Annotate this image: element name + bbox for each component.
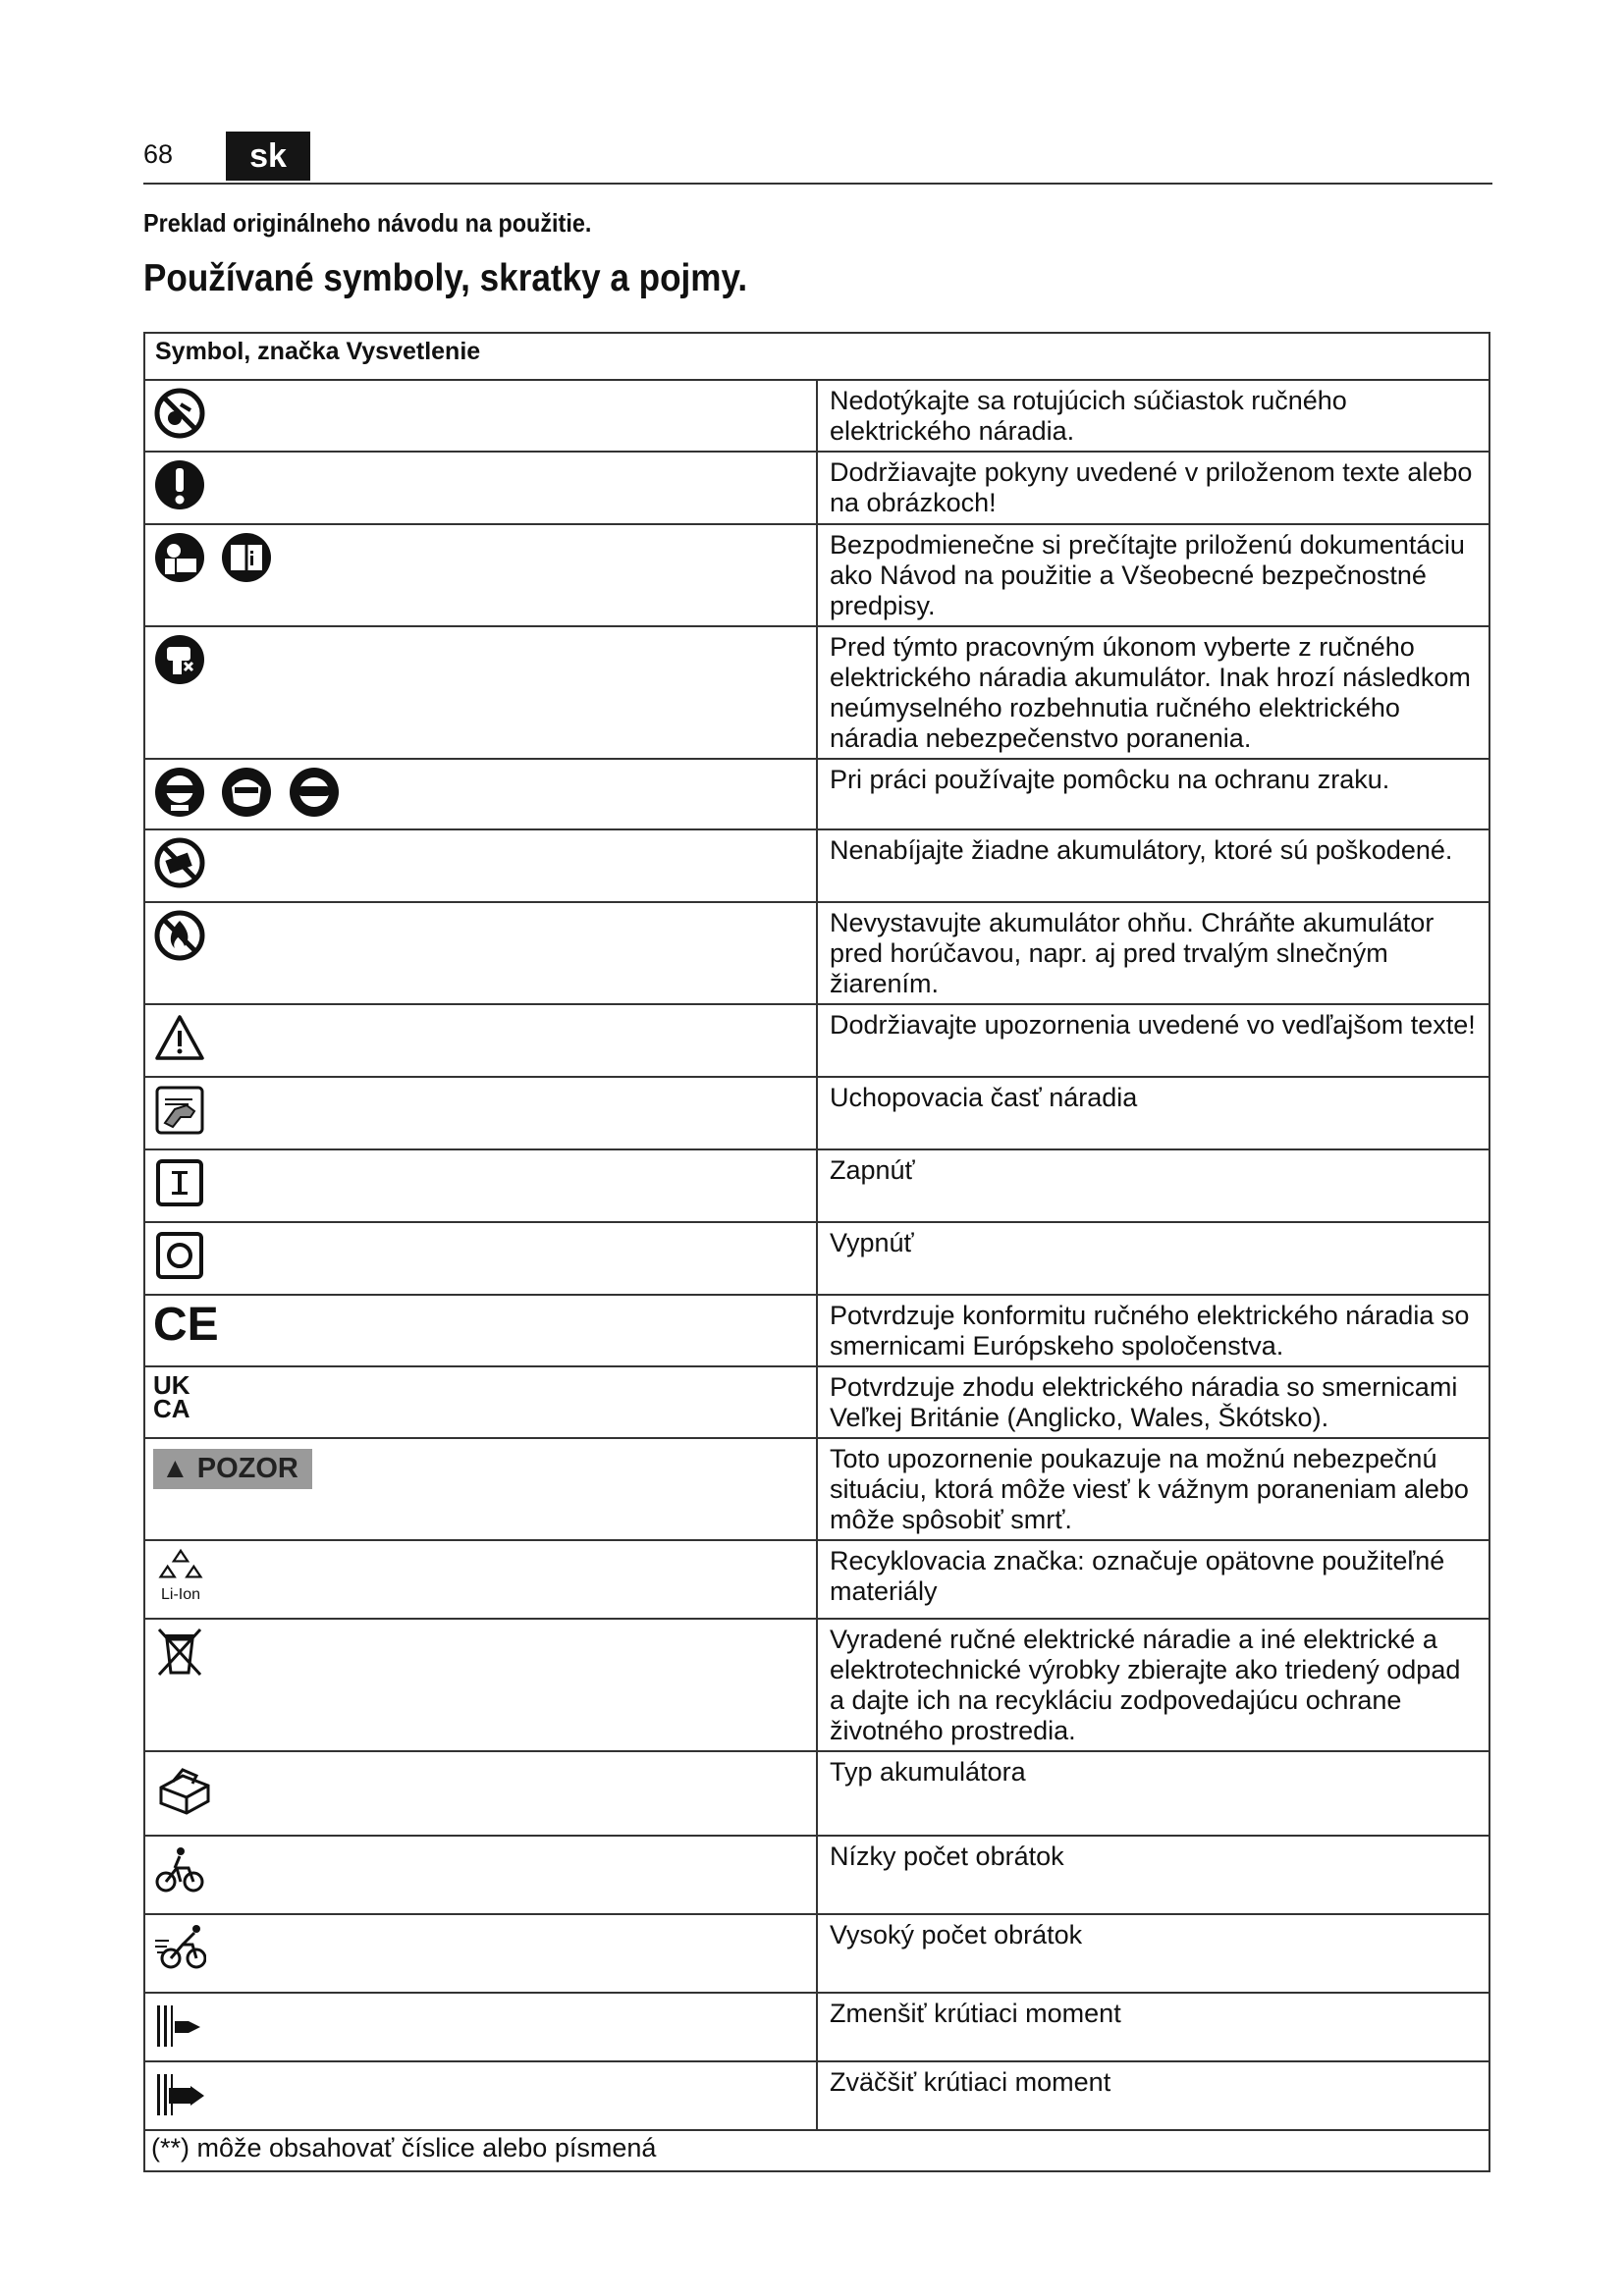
table-row — [144, 829, 1489, 902]
table-row — [144, 380, 1489, 452]
grip-surface-icon — [153, 1084, 206, 1137]
table-row — [144, 452, 1489, 524]
document-subtitle: Preklad originálneho návodu na použitie. — [143, 208, 592, 238]
manual-book-icon — [220, 531, 273, 584]
eye-protection-icon — [153, 766, 206, 819]
row-text: Bezpodmienečne si prečítajte priloženú dokumentáciu ako Návod na použitie a Všeobecné bezpečnostné predpisy. — [817, 524, 1489, 626]
table-row — [144, 759, 1489, 829]
row-text: Pred týmto pracovným úkonom vyberte z ručného elektrického náradia akumulátor. Inak hrozí následkom neúmyselného rozbehnutia ručného elektrického náradia nebezpečenstvo poranenia. — [817, 626, 1489, 759]
no-fire-icon — [153, 909, 206, 962]
pozor-badge-icon: ▲ POZOR — [153, 1449, 312, 1489]
crossed-bin-icon — [153, 1626, 206, 1679]
row-text: Potvrdzuje zhodu elektrického náradia so smernicami Veľkej Británie (Anglicko, Wales, Škótsko). — [817, 1366, 1489, 1438]
recycling-li-ion-icon — [153, 1547, 208, 1603]
table-row — [144, 626, 1489, 759]
row-text: Zväčšiť krútiaci moment — [817, 2061, 1489, 2130]
row-text: Pri práci používajte pomôcku na ochranu zraku. — [817, 759, 1489, 829]
table-row — [144, 1836, 1489, 1914]
ukca-mark-icon — [153, 1370, 808, 1423]
table-row — [144, 1222, 1489, 1295]
page-title: Používané symboly, skratky a pojmy. — [143, 257, 748, 299]
exclamation-icon — [153, 458, 206, 511]
ce-mark-icon: CE — [153, 1299, 219, 1351]
low-speed-bicycle-icon — [153, 1842, 206, 1896]
table-row — [144, 1295, 1489, 1366]
table-header-row — [144, 333, 1489, 380]
table-footer: (**) môže obsahovať číslice alebo písmená — [144, 2130, 1489, 2171]
table-row — [144, 524, 1489, 626]
table-row — [144, 1993, 1489, 2061]
remove-battery-icon — [153, 633, 206, 686]
table-row — [144, 1540, 1489, 1619]
language-tab: sk — [226, 132, 310, 181]
face-shield-icon — [220, 766, 273, 819]
row-text: Uchopovacia časť náradia — [817, 1077, 1489, 1149]
page-header — [143, 132, 1492, 185]
table-row — [144, 1438, 1489, 1540]
table-row — [144, 2061, 1489, 2130]
row-text: Nedotýkajte sa rotujúcich súčiastok ručného elektrického náradia. — [817, 380, 1489, 452]
table-header: Symbol, značka Vysvetlenie — [144, 333, 1489, 380]
row-text: Nenabíjajte žiadne akumulátory, ktoré sú poškodené. — [817, 829, 1489, 902]
warning-triangle-icon — [153, 1011, 206, 1064]
row-text: Dodržiavajte upozornenia uvedené vo vedľajšom texte! — [817, 1004, 1489, 1077]
table-row — [144, 1077, 1489, 1149]
row-text: Vypnúť — [817, 1222, 1489, 1295]
no-damaged-battery-icon — [153, 836, 206, 889]
table-row — [144, 1149, 1489, 1222]
uk-label: UK — [153, 1370, 190, 1400]
table-row — [144, 902, 1489, 1004]
row-text: Potvrdzuje konformitu ručného elektrického náradia so smernicami Európskeho spoločenstva. — [817, 1295, 1489, 1366]
row-text: Zapnúť — [817, 1149, 1489, 1222]
power-on-icon — [153, 1156, 206, 1209]
table-row — [144, 1751, 1489, 1836]
read-manual-icon — [153, 531, 206, 584]
table-footer-row — [144, 2130, 1489, 2171]
page-number: 68 — [143, 139, 174, 169]
battery-type-icon — [153, 1758, 214, 1819]
row-text: Vyradené ručné elektrické náradie a iné elektrické a elektrotechnické výrobky zbierajte ako triedený odpad a dajte ich na recykláciu zodpovedajúcu ochrane životného prostredia. — [817, 1619, 1489, 1751]
table-row — [144, 1619, 1489, 1751]
row-text: Vysoký počet obrátok — [817, 1914, 1489, 1993]
row-text: Recyklovacia značka: označuje opätovne použiteľné materiály — [817, 1540, 1489, 1619]
symbols-table — [143, 332, 1490, 2172]
row-text: Dodržiavajte pokyny uvedené v priloženom texte alebo na obrázkoch! — [817, 452, 1489, 524]
row-text: Toto upozornenie poukazuje na možnú nebezpečnú situáciu, ktorá môže viesť k vážnym poraneniam alebo môže spôsobiť smrť. — [817, 1438, 1489, 1540]
no-touch-rotating-icon — [153, 387, 206, 440]
goggles-icon — [288, 766, 341, 819]
row-text: Nevystavujte akumulátor ohňu. Chráňte akumulátor pred horúčavou, napr. aj pred trvalým slnečným žiarením. — [817, 902, 1489, 1004]
table-row — [144, 1366, 1489, 1438]
power-off-icon — [153, 1229, 206, 1282]
li-ion-label: Li-Ion — [160, 1586, 201, 1603]
pozor-label: POZOR — [196, 1453, 298, 1484]
decrease-torque-icon — [153, 2000, 206, 2053]
row-text: Nízky počet obrátok — [817, 1836, 1489, 1914]
increase-torque-icon — [153, 2068, 206, 2121]
table-row — [144, 1914, 1489, 1993]
high-speed-bicycle-icon — [153, 1921, 206, 1974]
row-text: Typ akumulátora — [817, 1751, 1489, 1836]
row-text: Zmenšiť krútiaci moment — [817, 1993, 1489, 2061]
ca-label: CA — [153, 1394, 190, 1423]
table-row — [144, 1004, 1489, 1077]
